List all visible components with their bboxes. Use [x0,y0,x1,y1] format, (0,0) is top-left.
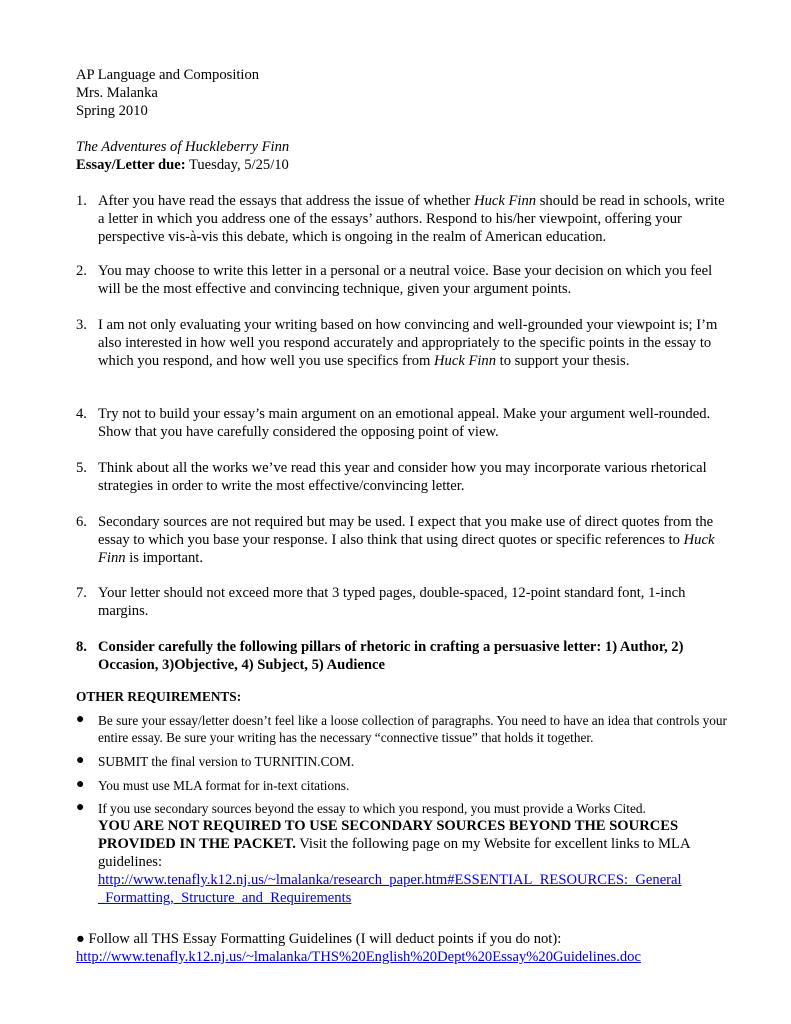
bullet-icon: ● [76,712,85,727]
item-text: Your letter should not exceed more that 3 typed pages, double-spaced, 12-point standard font, 1-inch margins. [98,585,686,619]
item-text: Think about all the works we’ve read this year and consider how you may incorporate various rhetorical strategies in order to write the most effective/convincing letter. [98,460,707,494]
due-date: Tuesday, 5/25/10 [188,157,289,173]
list-item-2 [76,262,726,298]
due-label: Essay/Letter due: [76,157,186,173]
due-line [76,156,289,174]
item-text: I am not only evaluating your writing based on how convincing and well-grounded your viewpoint is; I’m also interested in how well you respond accurately and appropriately to the specific points in the essay to which you respond, and how well you use specifics from Huck Finn to support your thesis. [98,317,718,369]
secondary-sources-notice: YOU ARE NOT REQUIRED TO USE SECONDARY SOURCES BEYOND THE SOURCES PROVIDED IN THE PACKET. [98,818,679,852]
item-number: 4. [76,406,87,422]
mla-guidelines-link[interactable]: http://www.tenafly.k12.nj.us/~lmalanka/research_paper.htm#ESSENTIAL_RESOURCES:_General _Formatting,_Structure_and_Requirements [98,872,682,906]
term: Spring 2010 [76,103,148,119]
document-header [76,66,259,120]
bullet-text: Follow all THS Essay Formatting Guidelines (I will deduct points if you do not): [88,931,562,947]
book-title: The Adventures of Huckleberry Finn [76,139,290,155]
list-item-1 [76,192,726,246]
bullet-icon: ● [76,777,85,792]
item-number: 8. [76,639,87,655]
list-item-4 [76,405,726,441]
requirement-bullet-3 [76,777,736,794]
item-number: 7. [76,585,87,601]
bullet-text: Be sure your essay/letter doesn’t feel like a loose collection of paragraphs. You need to have an idea that controls your entire essay. Be sure your writing has the necessary “connective tissue” that holds it together. [98,713,727,745]
bullet-text: You must use MLA format for in-text citations. [98,778,350,793]
item-number: 2. [76,263,87,279]
assignment-title-block [76,138,289,174]
item-text: After you have read the essays that address the issue of whether Huck Finn should be read in schools, write a letter in which you address one of the essays’ authors. Respond to his/her viewpoint, offering your perspective vis-à-vis this debate, which is ongoing in the realm of American education. [98,193,725,245]
course-name: AP Language and Composition [76,67,260,83]
other-requirements-heading: OTHER REQUIREMENTS: [76,689,242,704]
item-number: 1. [76,193,87,209]
requirement-bullet-2 [76,753,736,770]
bullet-icon: ● [76,753,85,768]
requirement-bullet-4 [76,800,736,907]
item-number: 5. [76,460,87,476]
bullet-text: SUBMIT the final version to TURNITIN.COM. [98,754,355,769]
item-number: 6. [76,514,87,530]
item-text: You may choose to write this letter in a personal or a neutral voice. Base your decision on which you feel will be the most effective and convincing technique, given your argument points. [98,263,713,297]
list-item-8 [76,638,726,674]
ths-essay-guidelines-link[interactable]: http://www.tenafly.k12.nj.us/~lmalanka/THS%20English%20Dept%20Essay%20Guidelines.doc [76,949,641,965]
teacher-name: Mrs. Malanka [76,85,158,101]
item-text: Secondary sources are not required but may be used. I expect that you make use of direct quotes from the essay to which you base your response. I also think that using direct quotes or specific references to Huck Finn is important. [98,514,715,566]
item-text: Consider carefully the following pillars of rhetoric in crafting a persuasive letter: 1) Author, 2) Occasion, 3)Objective, 4) Subject, 5) Audience [98,639,684,673]
item-number: 3. [76,317,87,333]
list-item-5 [76,459,726,495]
list-item-7 [76,584,726,620]
list-item-3 [76,316,726,370]
bullet-icon: ● [76,931,85,947]
bullet-icon: ● [76,800,85,815]
list-item-6 [76,513,726,567]
item-text: Try not to build your essay’s main argument on an emotional appeal. Make your argument well-rounded. Show that you have carefully considered the opposing point of view. [98,406,711,440]
requirement-bullet-5 [76,930,756,966]
requirement-bullet-1 [76,712,736,746]
bullet-text: If you use secondary sources beyond the essay to which you respond, you must provide a Works Cited. YOU ARE NOT REQUIRED TO USE SECONDARY SOURCES BEYOND THE SOURCES PROVIDED IN THE PACKET. Visit the following page on my Website for excellent links to MLA guidelines: http://www.tenafly.k12.nj.us/~lmalanka/research_paper.htm#ESSENTIAL_RESOURCES:_General _Formatting,_Structure_and_Requirements [98,801,690,906]
